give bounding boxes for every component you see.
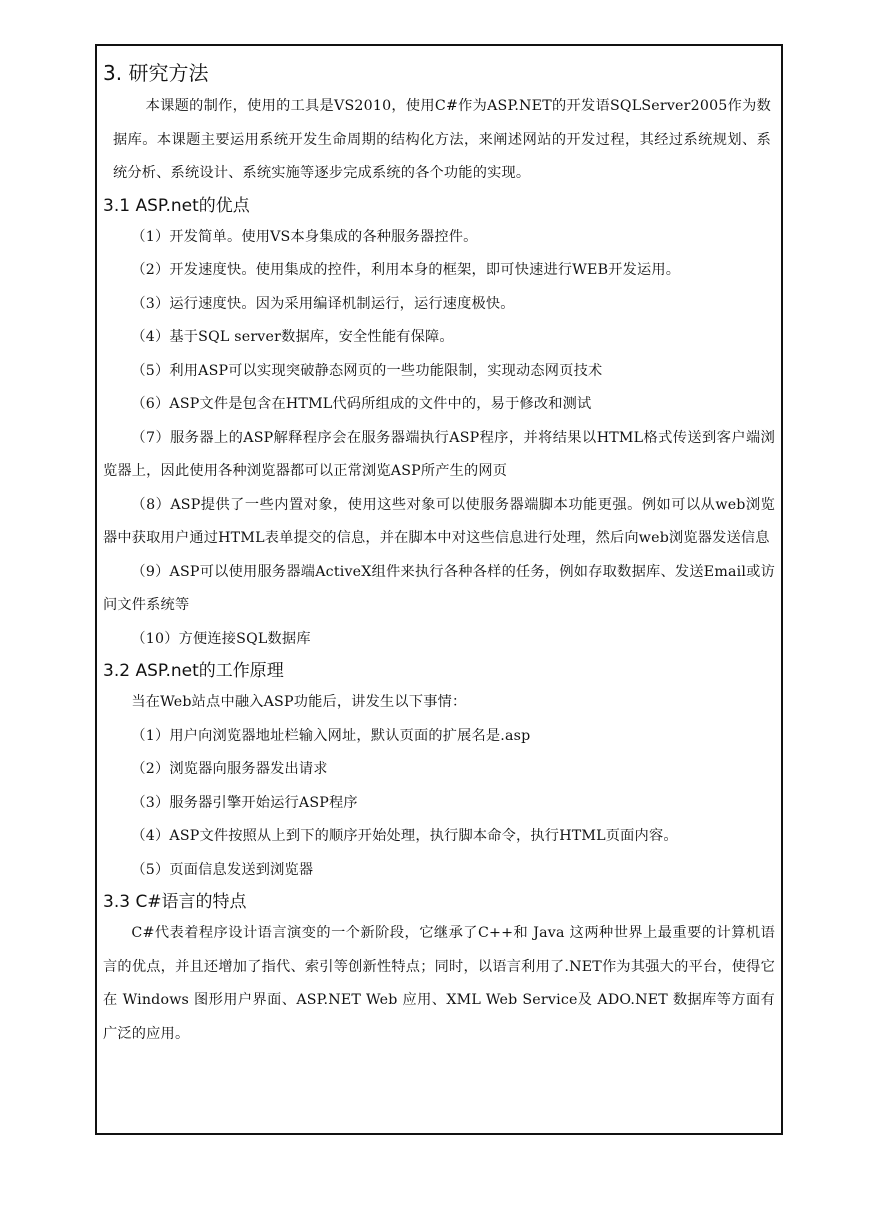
principle-item: （1）用户向浏览器地址栏输入网址，默认页面的扩展名是.asp: [131, 727, 531, 744]
heading-asp-working-principle: 3.2 ASP.net的工作原理: [103, 661, 284, 681]
advantage-item: （5）利用ASP可以实现突破静态网页的一些功能限制，实现动态网页技术: [131, 362, 603, 379]
advantage-item: （10）方便连接SQL数据库: [131, 630, 311, 647]
csharp-paragraph: C#代表着程序设计语言演变的一个新阶段，它继承了C++和 Java 这两种世界上最重要的计算机语言的优点，并且还增加了指代、索引等创新性特点；同时，以语言利用了.NET作为其强大的平台，使得它在 Windows 图形用户界面、ASP.NET Web 应用、XML Web Service及 ADO.NET 数据库等方面有广泛的应用。: [103, 925, 775, 1042]
heading-research-methods: 3. 研究方法: [103, 61, 209, 85]
advantage-item: （3）运行速度快。因为采用编译机制运行，运行速度极快。: [131, 295, 515, 312]
principle-item: （2）浏览器向服务器发出请求: [131, 761, 328, 777]
advantage-item: （2）开发速度快。使用集成的控件，利用本身的框架，即可快速进行WEB开发运用。: [131, 262, 681, 278]
principle-item: （5）页面信息发送到浏览器: [131, 861, 314, 878]
intro-paragraph: 本课题的制作，使用的工具是VS2010，使用C#作为ASP.NET的开发语SQLServer2005作为数据库。本课题主要运用系统开发生命周期的结构化方法，来阐述网站的开发过程，其经过系统规划、系统分析、系统设计、系统实施等逐步完成系统的各个功能的实现。: [113, 98, 771, 181]
advantage-item: （9）ASP可以使用服务器端ActiveX组件来执行各种各样的任务，例如存取数据库、发送Email或访问文件系统等: [103, 563, 775, 613]
principle-lead: 当在Web站点中融入ASP功能后，讲发生以下事情：: [131, 694, 467, 710]
advantage-item: （6）ASP文件是包含在HTML代码所组成的文件中的，易于修改和测试: [131, 396, 592, 412]
heading-csharp-features: 3.3 C#语言的特点: [103, 892, 247, 912]
document-content: [103, 58, 775, 1051]
principle-item: （4）ASP文件按照从上到下的顺序开始处理，执行脚本命令，执行HTML页面内容。: [131, 828, 678, 844]
heading-asp-advantages: 3.1 ASP.net的优点: [103, 195, 250, 216]
advantage-item: （7）服务器上的ASP解释程序会在服务器端执行ASP程序，并将结果以HTML格式传送到客户端浏览器上，因此使用各种浏览器都可以正常浏览ASP所产生的网页: [103, 429, 775, 479]
advantage-item: （4）基于SQL server数据库，安全性能有保障。: [131, 329, 454, 345]
advantage-item: （1）开发简单。使用VS本身集成的各种服务器控件。: [131, 228, 478, 245]
advantage-item: （8）ASP提供了一些内置对象，使用这些对象可以使服务器端脚本功能更强。例如可以从web浏览器中获取用户通过HTML表单提交的信息，并在脚本中对这些信息进行处理，然后向web浏览器发送信息: [103, 496, 775, 546]
principle-item: （3）服务器引擎开始运行ASP程序: [131, 794, 358, 811]
document-frame: [95, 44, 783, 1135]
